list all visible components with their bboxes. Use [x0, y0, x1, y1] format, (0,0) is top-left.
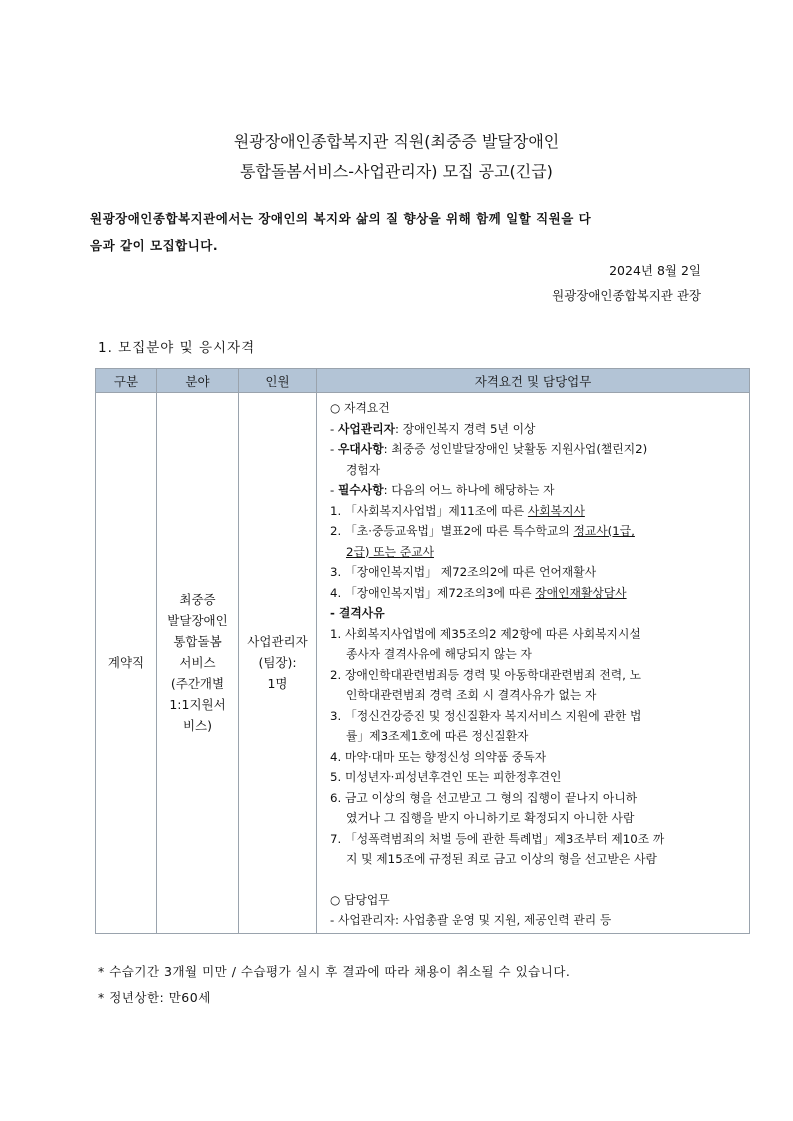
mgr-prefix: - — [330, 421, 339, 436]
note-probation: * 수습기간 3개월 미만 / 수습평가 실시 후 결과에 따라 채용이 취소될 수 있습니다. — [98, 964, 571, 979]
disq-item-3-cont: 률」제3조제1호에 따른 정신질환자 — [346, 729, 529, 743]
must-prefix: - — [330, 483, 339, 497]
cell-requirements — [317, 393, 750, 934]
disq-item-2: 2. 장애인학대관련범죄등 경력 및 아동학대관련범죄 전력, 노 — [330, 667, 642, 682]
pref-text: : 최중증 성인발달장애인 낮활동 지원사업(챌린지2) — [383, 442, 648, 456]
m4-underlined: 장애인재활상담사 — [535, 585, 627, 600]
pref-label: 우대사항 — [338, 442, 384, 456]
section-title: 1. 모집분야 및 응시자격 — [98, 340, 256, 356]
disq-item-7: 7. 「성폭력범죄의 처벌 등에 관한 특례법」제3조부터 제10조 까 — [330, 831, 665, 846]
mandatory-line — [330, 480, 743, 501]
intro-line1: 원광장애인종합복지관에서는 장애인의 복지와 삶의 질 향상을 위해 함께 일할 직원을 다 — [90, 211, 592, 226]
m2-underlined-cont: 2급) 또는 준교사 — [346, 544, 434, 559]
m1-text: 1. 「사회복지사업법」제11조에 따른 — [330, 503, 528, 518]
m2-underlined: 정교사(1급, — [573, 524, 635, 538]
issuer-name: 원광장애인종합복지관 관장 — [552, 288, 701, 303]
cell-category: 계약직 — [96, 393, 157, 934]
disq-item-1: 1. 사회복지사업법에 제35조의2 제2항에 따른 사회복지시설 — [330, 626, 641, 641]
duties-heading: ○ 담당업무 — [330, 892, 390, 907]
disqualification-heading — [330, 603, 743, 624]
disq-item-1-cont: 종사자 결격사유에 해당되지 않는 자 — [346, 647, 532, 661]
must-label: 필수사항 — [338, 483, 384, 497]
m2-text: 2. 「초·중등교육법」별표2에 따른 특수학교의 — [330, 524, 574, 538]
mandatory-item-3: 3. 「장애인복지법」 제72조의2에 따른 언어재활사 — [330, 565, 597, 579]
mandatory-item-2-cont — [330, 542, 743, 563]
must-text: : 다음의 어느 하나에 해당하는 자 — [383, 483, 555, 497]
spacer — [330, 870, 743, 890]
cell-field — [157, 393, 239, 934]
table-row — [96, 393, 750, 934]
m1-underlined: 사회복지사 — [527, 503, 585, 518]
table-header-row — [96, 369, 750, 393]
doc-title-line1: 원광장애인종합복지관 직원(최중증 발달장애인 — [233, 132, 560, 151]
duties-line: - 사업관리자: 사업총괄 운영 및 지원, 제공인력 관리 등 — [330, 913, 612, 927]
field-text: 최중증 발달장애인 통합돌봄 서비스 (주간개별 1:1지원서 비스) — [167, 592, 228, 734]
pref-prefix: - — [330, 442, 339, 456]
mgr-label: 사업관리자 — [338, 421, 395, 436]
disq-item-7-cont: 지 및 제15조에 규정된 죄로 금고 이상의 형을 선고받은 사람 — [346, 852, 657, 866]
mgr-text: : 장애인복지 경력 5년 이상 — [395, 421, 536, 436]
disq-label: - 결격사유 — [330, 606, 385, 620]
mandatory-item-2 — [330, 521, 743, 542]
mandatory-item-4 — [330, 583, 743, 604]
note-retirement-age: * 정년상한: 만60세 — [98, 990, 211, 1005]
recruitment-table — [95, 368, 750, 934]
disq-item-4: 4. 마약·대마 또는 향정신성 의약품 중독자 — [330, 749, 547, 764]
preference-line — [330, 439, 743, 460]
header-field: 분야 — [157, 369, 239, 393]
qualification-heading: ○ 자격요건 — [330, 401, 390, 415]
disq-item-2-cont: 인학대관련범죄 경력 조회 시 결격사유가 없는 자 — [346, 688, 597, 702]
mandatory-item-1 — [330, 501, 743, 522]
preference-line-cont: 경험자 — [346, 462, 381, 477]
disq-item-6: 6. 금고 이상의 형을 선고받고 그 형의 집행이 끝나지 아니하 — [330, 790, 638, 805]
intro-line2: 음과 같이 모집합니다. — [90, 238, 219, 253]
manager-qualification — [330, 419, 743, 440]
disq-item-3: 3. 「정신건강증진 및 정신질환자 복지서비스 지원에 관한 법 — [330, 708, 642, 723]
disq-item-5: 5. 미성년자·피성년후견인 또는 피한정후견인 — [330, 770, 562, 784]
header-headcount: 인원 — [239, 369, 317, 393]
doc-title-line2: 통합돌봄서비스-사업관리자) 모집 공고(긴급) — [240, 162, 553, 181]
headcount-text: 사업관리자 (팀장): 1명 — [247, 634, 308, 692]
m4-text: 4. 「장애인복지법」제72조의3에 따른 — [330, 585, 536, 600]
notice-date: 2024년 8월 2일 — [609, 263, 701, 278]
disq-item-6-cont: 였거나 그 집행을 받지 아니하기로 확정되지 아니한 사람 — [346, 811, 635, 825]
header-category: 구분 — [96, 369, 157, 393]
header-requirements: 자격요건 및 담당업무 — [317, 369, 750, 393]
cell-headcount — [239, 393, 317, 934]
